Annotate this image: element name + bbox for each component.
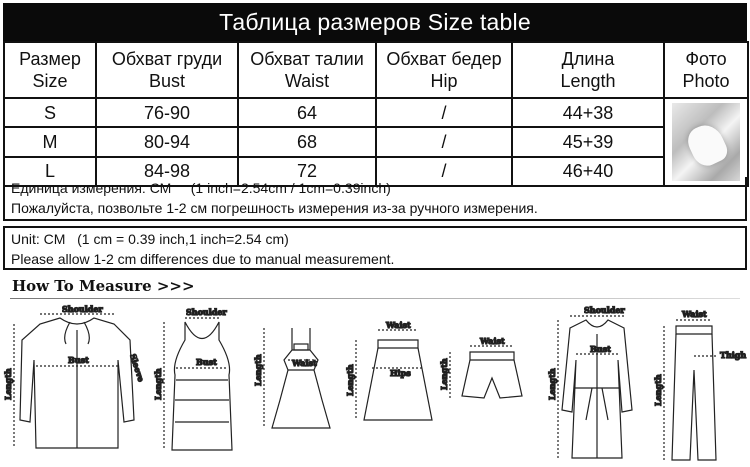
cell-hip: / [376, 127, 512, 156]
waist-label: Waist [292, 358, 317, 368]
note-english [3, 226, 747, 270]
table-row [4, 127, 748, 156]
cell-size: M [4, 127, 96, 156]
shoulder-label: Shoulder [584, 305, 625, 315]
header-waist: Обхват талии Waist [238, 42, 376, 98]
cell-length: 45+39 [512, 127, 664, 156]
length-label: Length [653, 374, 663, 406]
cell-size: L [4, 157, 96, 186]
cell-bust: 76-90 [96, 98, 238, 127]
table-header-row [4, 42, 748, 98]
photo-cell [664, 98, 748, 186]
size-table [3, 41, 749, 187]
note-russian [3, 177, 747, 221]
cell-size: S [4, 98, 96, 127]
skirt-diagram [345, 320, 432, 420]
hips-label: Hips [390, 368, 411, 378]
sleeve-label: Sleeve [128, 352, 147, 383]
cell-hip: / [376, 98, 512, 127]
cell-bust: 84-98 [96, 157, 238, 186]
length-label: Length [547, 368, 557, 400]
header-length: Длина Length [512, 42, 664, 98]
header-size: Размер Size [4, 42, 96, 98]
header-bust: Обхват груди Bust [96, 42, 238, 98]
length-label: Length [153, 368, 163, 400]
header-photo: Фото Photo [664, 42, 748, 98]
size-table-title: Таблица размеров Size table [3, 3, 747, 41]
header-hip: Обхват бедер Hip [376, 42, 512, 98]
length-label: Length [439, 358, 449, 390]
coat-diagram [547, 305, 632, 458]
blouse-diagram [3, 304, 146, 448]
cell-length: 46+40 [512, 157, 664, 186]
shoulder-label: Shoulder [186, 307, 227, 317]
cell-waist: 68 [238, 127, 376, 156]
cell-waist: 72 [238, 157, 376, 186]
sundress-diagram [253, 328, 330, 428]
note-ru-unit: Единица измерения: СМ (1 inch=2.54cm / 1cm=0.39inch) [11, 180, 391, 196]
note-en-unit: Unit: CM (1 cm = 0.39 inch,1 inch=2.54 cm) [11, 231, 289, 247]
cami-diagram [153, 307, 232, 450]
waist-label: Waist [682, 309, 707, 319]
waist-label: Waist [386, 320, 411, 330]
cell-bust: 80-94 [96, 127, 238, 156]
cell-hip: / [376, 157, 512, 186]
length-label: Length [345, 364, 355, 396]
bust-label: Bust [590, 344, 611, 354]
thigh-label: Thigh [720, 350, 747, 360]
waist-label: Waist [480, 336, 505, 346]
shoulder-label: Shoulder [62, 304, 103, 314]
length-label: Length [253, 354, 263, 386]
bust-label: Bust [196, 357, 217, 367]
bust-label: Bust [68, 355, 89, 365]
shorts-diagram [439, 336, 522, 398]
cell-length: 44+38 [512, 98, 664, 127]
trousers-diagram [653, 309, 746, 460]
how-to-measure-heading: How To Measure >>> [12, 277, 195, 295]
table-row [4, 98, 748, 127]
measurement-diagrams [0, 300, 750, 467]
product-photo [672, 103, 740, 181]
heading-divider [10, 298, 740, 299]
note-ru-allowance: Пожалуйста, позвольте 1-2 см погрешность измерения из-за ручного измерения. [11, 200, 538, 216]
note-en-allowance: Please allow 1-2 cm differences due to manual measurement. [11, 251, 395, 267]
cell-waist: 64 [238, 98, 376, 127]
length-label: Length [3, 368, 13, 400]
